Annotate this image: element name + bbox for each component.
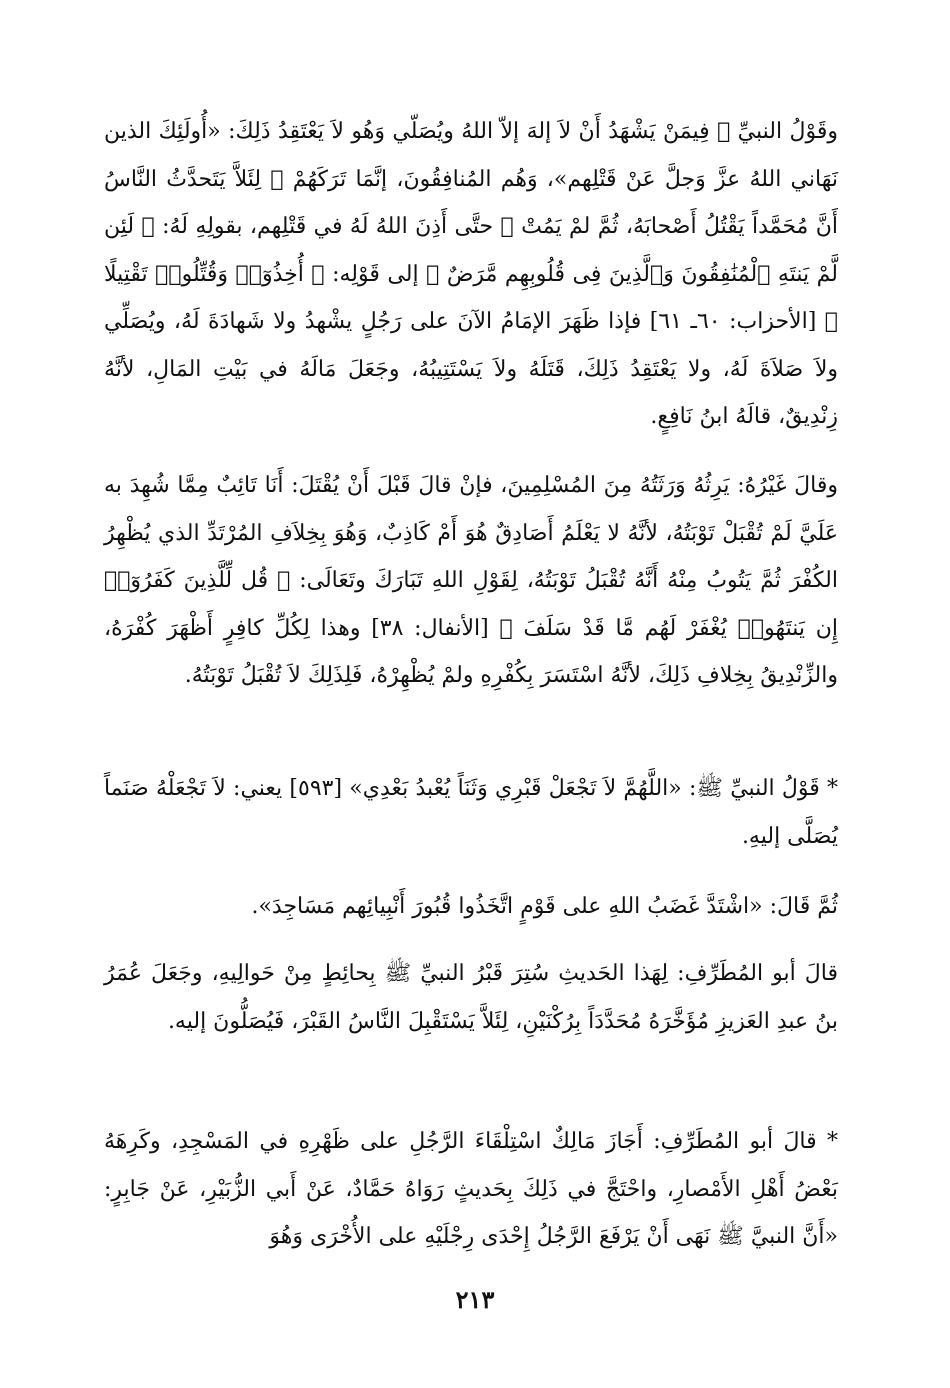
paragraph-3: * قَوْلُ النبيِّ ﷺ: «اللَّهُمَّ لاَ تَجْعَلْ قَبْرِي وَثَنَاً يُعْبدُ بَعْدِي» [٥٩٣] يعني: لاَ تَجْعَلْهُ صَنَماً يُصَلَّى إليهِ. <box>104 776 838 849</box>
page-number: ٢١٣ <box>455 1285 495 1314</box>
paragraph-2: وقالَ غَيْرُهُ: يَرِثُهُ وَرَثَتُهُ مِنَ المُسْلِمِينَ، فإنْ قالَ قَبْلَ أَنْ يُقْتَلَ: أَنَا تَائِبٌ مِمَّا شُهِدَ به عَلَيَّ لَمْ تُقْبَلْ تَوْبَتُهُ، لأنَّهُ لا يَعْلَمُ أَصَادِقٌ هُوَ أَمْ كَاذِبٌ، وَهُوَ بِخِلاَفِ المُرْتَدِّ الذي يُظْهِرُ الكُفْرَ ثُمَّ يَتُوبُ مِنْهُ أَنَّهُ تُقْبَلُ تَوْبَتُهُ، لِقَوْلِ اللهِ تَبَارَكَ وتَعَالَى: ﴿ قُل لِّلَّذِينَ كَفَرُوٓا۟ إِن يَنتَهُوا۟ يُغْفَرْ لَهُم مَّا قَدْ سَلَفَ ﴾ [الأنفال: ٣٨] وهذا لِكُلِّ كافِرٍ أَظْهَرَ كُفْرَهُ، والزِّنْدِيقُ بِخِلافِ ذَلِكَ، لأنَّهُ اسْتَسَرَ بِكُفْرِهِ ولمْ يُظْهِرْهُ، فَلِذَلِكَ لاَ تُقْبَلُ تَوْبَتُهُ. <box>104 473 838 688</box>
paragraph-5: قالَ أبو المُطَرِّفِ: لِهَذا الحَديثِ سُتِرَ قَبْرُ النبيِّ ﷺ بِحائِطٍ مِنْ حَوالِيهِ، وجَعَلَ عُمَرُ بنُ عبدِ العَزيزِ مُؤَخَّرَهُ مُحَدَّدَاً بِرُكْنَيْنِ، لِئَلاَّ يَسْتَقْبِلَ النَّاسُ القَبْرَ، فَيُصَلُّونَ إليه. <box>104 961 838 1034</box>
paragraph-4: ثُمَّ قَالَ: «اشْتَدَّ غَضَبُ اللهِ على قَوْمٍ اتَّخَذُوا قُبُورَ أَنْبِيائِهم مَسَاجِدَ». <box>251 894 838 919</box>
paragraph-6: * قالَ أبو المُطَرِّفِ: أَجَازَ مَالِكٌ اسْتِلْقَاءَ الرَّجُلِ على ظَهْرِهِ في المَسْجِدِ، وكَرِهَهُ بَعْضُ أَهْلِ الأَمْصارِ، واحْتَجَّ في ذَلِكَ بِحَديثٍ رَوَاهُ حَمَّادٌ، عَنْ أَبي الزُّبَيْرِ، عَنْ جَابِرٍ: «أَنَّ النبيَّ ﷺ نَهَى أَنْ يَرْفَعَ الرَّجُلُ إِحْدَى رِجْلَيْهِ على الأُخْرَى وَهُوَ <box>104 1129 838 1249</box>
paragraph-1: وقَوْلُ النبيِّ ﷺ فِيمَنْ يَشْهَدُ أَنْ لاَ إلهَ إلاّ اللهُ ويُصَلّي وَهُو لاَ يَعْتَقِدُ ذَلِكَ: «أُولَئِكَ الذين نَهَاني اللهُ عزَّ وَجلَّ عَنْ قَتْلِهم»، وَهُم المُنافِقُونَ، إنَّمَا تَرَكَهُمْ ﷺ لِئَلاَّ يَتَحدَّثُ النَّاسُ أَنَّ مُحَمَّداً يَقْتُلُ أَصْحابَهُ، ثُمَّ لمْ يَمُتْ ﷺ حتَّى أَذِنَ اللهُ لَهُ في قَتْلِهم، بقولِهِ لَهُ: ﴿ لَئِن لَّمْ يَنتَهِ ٱلْمُنَٰفِقُونَ وَٱلَّذِينَ فِى قُلُوبِهِم مَّرَضٌ ﴾ إلى قَوْلِه: ﴿ أُخِذُوٓا۟ وَقُتِّلُوا۟ تَقْتِيلًا ﴾ [الأحزاب: ٦٠ـ ٦١] فإذا ظَهَرَ الإمَامُ الآنَ على رَجُلٍ يشْهدُ ولا شَهادَةَ لَهُ، ويُصَلِّي ولاَ صَلاَةَ لَهُ، ولا يَعْتَقِدُ ذَلِكَ، قَتَلَهُ ولاَ يَسْتَتِيبُهُ، وجَعَلَ مَالَهُ في بَيْتِ المَالِ، لأنَّهُ زِنْدِيقٌ، قالَهُ ابنُ نَافِعٍ. <box>104 119 838 429</box>
